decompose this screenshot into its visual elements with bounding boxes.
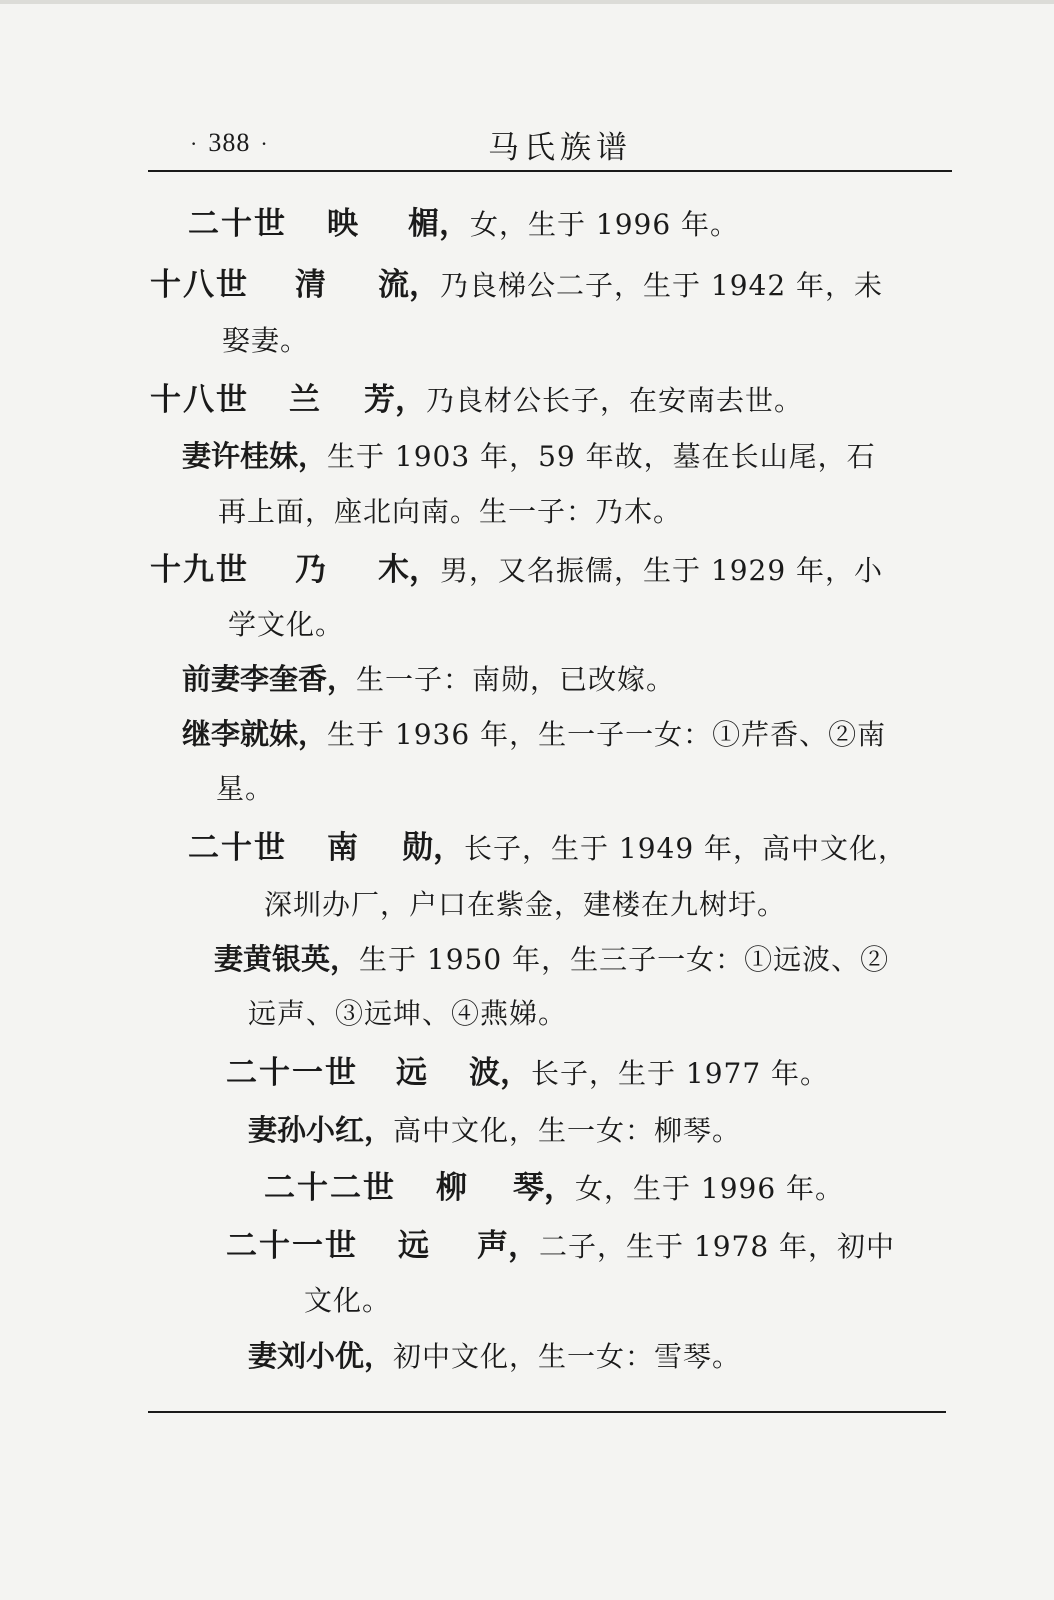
page-number-dot-left: ·: [190, 131, 199, 156]
entry-continuation: [222, 320, 309, 361]
genealogy-entry: [226, 1053, 829, 1094]
given-name-char-2: 琴，: [513, 1170, 575, 1206]
continuation-text: 星。: [216, 772, 275, 805]
given-name-char-1: 柳: [436, 1170, 467, 1206]
given-name-char-2: 流，: [378, 267, 440, 303]
entry-text: 初中文化，生一女：雪琴。: [393, 1340, 742, 1373]
given-name-char-2: 木，: [378, 552, 440, 588]
genealogy-entry: [150, 380, 803, 421]
given-name-char-1: 乃: [295, 552, 326, 588]
entry-text: 生于 1903 年，59 年故，墓在长山尾，石: [327, 440, 876, 473]
entry-text: 长子，生于 1949 年，高中文化，: [464, 832, 908, 865]
entry-text: 生于 1936 年，生一子一女：①芹香、②南: [327, 718, 887, 751]
entry-continuation: [228, 604, 344, 645]
header-rule: [148, 170, 952, 172]
continuation-text: 文化。: [304, 1284, 392, 1317]
spouse-entry: [214, 939, 889, 980]
entry-text: 二子，生于 1978 年，初中: [539, 1230, 896, 1263]
entry-continuation: [248, 993, 567, 1034]
generation-label: 二十世: [188, 830, 287, 866]
continuation-text: 娶妻。: [222, 324, 310, 357]
spouse-entry: [182, 659, 675, 700]
running-title: 马氏族谱: [488, 130, 632, 166]
page-number: [180, 128, 279, 158]
page-number-dot-right: ·: [260, 131, 269, 156]
generation-label: 十八世: [150, 267, 249, 303]
given-name-char-2: 楣，: [408, 206, 470, 242]
entry-text: 乃良材公长子，在安南去世。: [426, 384, 804, 417]
given-name-char-1: 远: [398, 1228, 429, 1264]
entry-text: 长子，生于 1977 年。: [531, 1057, 830, 1090]
spouse-entry: [182, 436, 876, 477]
entry-continuation: [304, 1280, 391, 1321]
entry-text: 男，又名振儒，生于 1929 年，小: [440, 554, 884, 587]
entry-text: 生于 1950 年，生三子一女：①远波、②: [359, 943, 890, 976]
continuation-text: 远声、③远坤、④燕娣。: [248, 997, 568, 1030]
given-name-char-2: 芳，: [364, 382, 426, 418]
page-number-value: 388: [208, 128, 251, 157]
spouse-entry: [248, 1336, 741, 1377]
footer-rule: [148, 1411, 946, 1413]
given-name-char-1: 清: [295, 267, 326, 303]
entry-text: 女，生于 1996 年。: [470, 208, 740, 241]
given-name-char-1: 兰: [289, 382, 320, 418]
genealogy-entry: [188, 828, 907, 869]
entry-continuation: [218, 491, 682, 532]
genealogy-entry: [150, 265, 883, 306]
generation-label: 十九世: [150, 552, 249, 588]
page-header: [150, 120, 950, 168]
spouse-entry: [182, 714, 886, 755]
generation-label: 二十世: [188, 206, 287, 242]
entry-text: 女，生于 1996 年。: [575, 1172, 845, 1205]
genealogy-entry: [150, 550, 883, 591]
spouse-entry: [248, 1110, 741, 1151]
given-name-char-1: 南: [327, 830, 358, 866]
page-top-edge: [0, 0, 1054, 4]
genealogy-entry: [188, 204, 739, 245]
given-name-char-2: 勋，: [402, 830, 464, 866]
genealogy-entry: [264, 1168, 844, 1209]
continuation-text: 再上面，座北向南。生一子：乃木。: [218, 495, 683, 528]
continuation-text: 深圳办厂，户口在紫金，建楼在九树圩。: [264, 888, 787, 921]
generation-label: 二十一世: [226, 1228, 358, 1264]
spouse-name: 妻孙小红，: [248, 1113, 394, 1147]
generation-label: 二十二世: [264, 1170, 396, 1206]
given-name-char-1: 映: [327, 206, 358, 242]
given-name-char-2: 波，: [469, 1055, 531, 1091]
entry-text: 生一子：南勋，已改嫁。: [356, 663, 676, 696]
entry-continuation: [264, 884, 786, 925]
generation-label: 十八世: [150, 382, 249, 418]
spouse-name: 妻许桂妹，: [182, 439, 328, 473]
spouse-name: 妻刘小优，: [248, 1339, 394, 1373]
generation-label: 二十一世: [226, 1055, 358, 1091]
entry-text: 高中文化，生一女：柳琴。: [393, 1114, 742, 1147]
entry-continuation: [216, 768, 274, 809]
spouse-name: 继李就妹，: [182, 717, 328, 751]
given-name-char-1: 远: [396, 1055, 427, 1091]
genealogy-entry: [226, 1226, 895, 1267]
given-name-char-2: 声，: [477, 1228, 539, 1264]
entry-text: 乃良梯公二子，生于 1942 年，未: [440, 269, 884, 302]
continuation-text: 学文化。: [228, 608, 345, 641]
spouse-name: 妻黄银英，: [214, 942, 360, 976]
spouse-name: 前妻李奎香，: [182, 662, 357, 696]
